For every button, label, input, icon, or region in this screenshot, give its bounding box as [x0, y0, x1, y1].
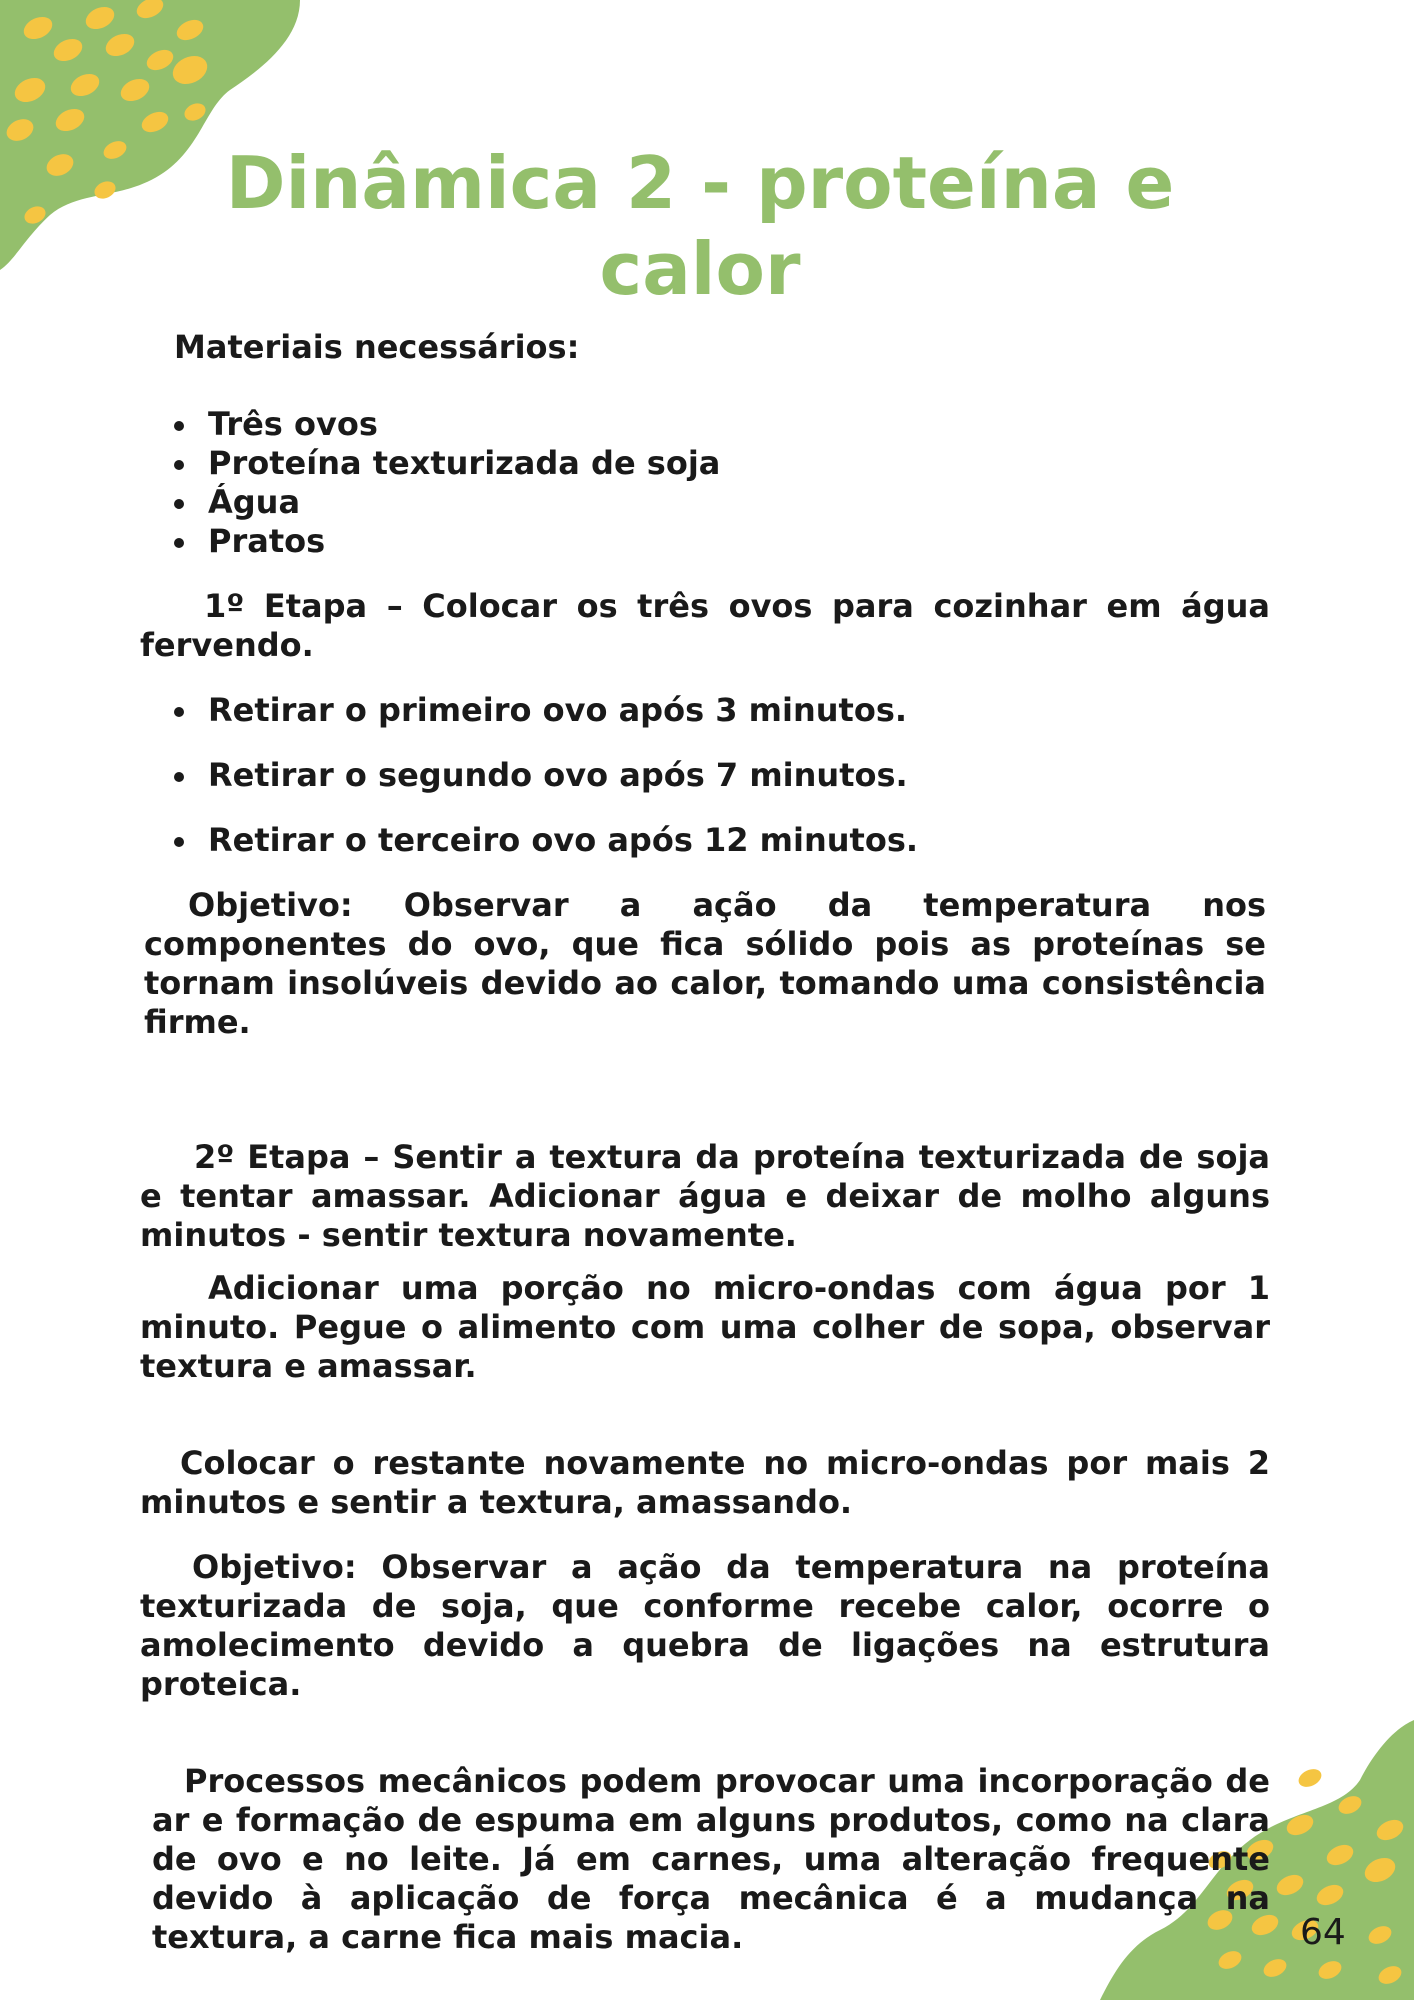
list-item: Água	[140, 483, 1270, 522]
materials-heading: Materiais necessários:	[174, 328, 580, 366]
materials-list	[140, 405, 1270, 561]
step-1-paragraph: 1º Etapa – Colocar os três ovos para cozinhar em água fervendo.	[140, 587, 1270, 664]
page-content	[140, 328, 1270, 1957]
step-2-paragraph: 2º Etapa – Sentir a textura da proteína texturizada de soja e tentar amassar. Adicionar água e deixar de molho alguns minutos - sentir textura novamente.	[140, 1138, 1270, 1254]
step-2-microwave-paragraph: Adicionar uma porção no micro-ondas com água por 1 minuto. Pegue o alimento com uma colher de sopa, observar textura e amassar.	[140, 1269, 1270, 1385]
list-item: Retirar o terceiro ovo após 12 minutos.	[140, 821, 1270, 860]
page-title: Dinâmica 2 - proteína e calor	[225, 141, 1175, 311]
list-item: Três ovos	[140, 405, 1270, 444]
list-item: Retirar o primeiro ovo após 3 minutos.	[140, 691, 1270, 730]
list-item: Pratos	[140, 522, 1270, 561]
objective-1-paragraph: Objetivo: Observar a ação da temperatura nos componentes do ovo, que fica sólido pois as proteínas se tornam insolúveis devido ao calor, tomando uma consistência firme.	[144, 886, 1266, 1041]
step-1-list	[140, 691, 1270, 860]
step-2-rest-paragraph: Colocar o restante novamente no micro-ondas por mais 2 minutos e sentir a textura, amassando.	[140, 1444, 1270, 1521]
list-item: Retirar o segundo ovo após 7 minutos.	[140, 756, 1270, 795]
mechanical-processes-paragraph: Processos mecânicos podem provocar uma incorporação de ar e formação de espuma em alguns produtos, como na clara de ovo e no leite. Já em carnes, uma alteração frequente devido à aplicação de força mecânica é a mudança na textura, a carne fica mais macia.	[152, 1762, 1270, 1956]
objective-2-paragraph: Objetivo: Observar a ação da temperatura na proteína texturizada de soja, que conforme recebe calor, ocorre o amolecimento devido a quebra de ligações na estrutura proteica.	[140, 1548, 1270, 1703]
page-number: 64	[1300, 1912, 1346, 1953]
list-item: Proteína texturizada de soja	[140, 444, 1270, 483]
